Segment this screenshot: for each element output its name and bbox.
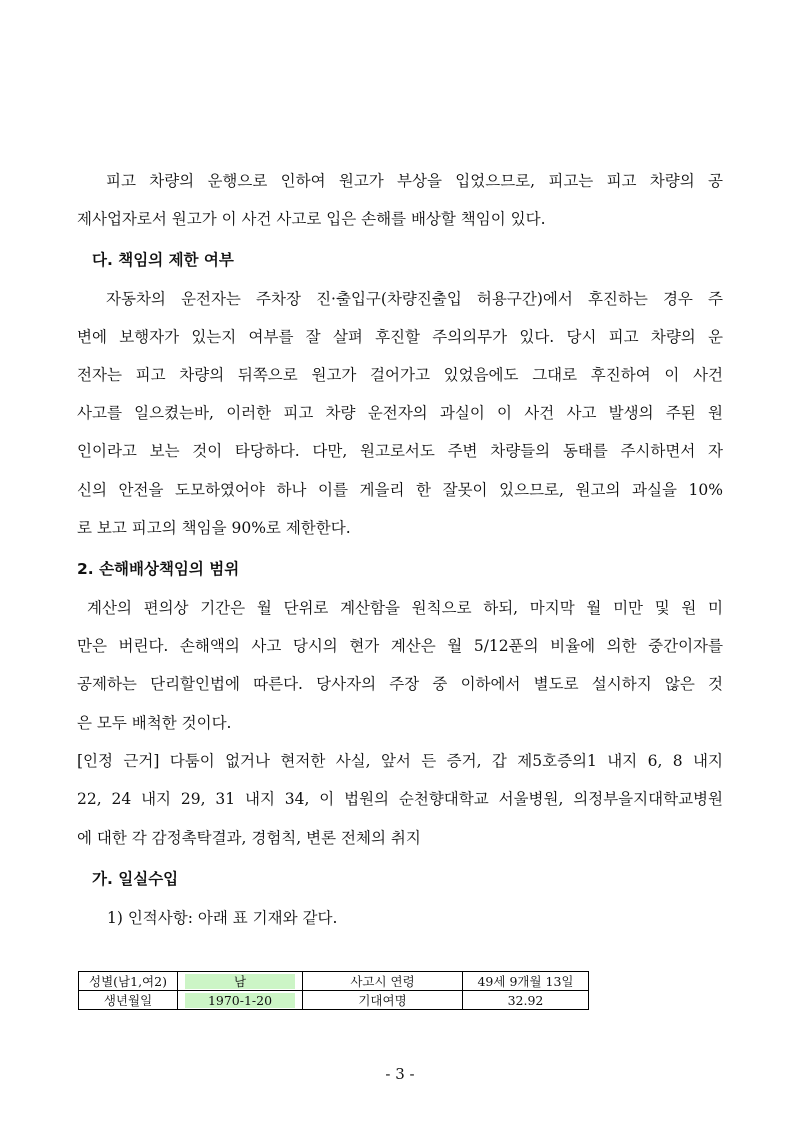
table-row	[79, 991, 589, 1010]
table-cell-label: 성별(남1,여2)	[79, 972, 178, 991]
evidence-line-1: [인정 근거] 다툼이 없거나 현저한 사실, 앞서 든 증거, 갑 제5호증의1 내지 6, 8 내지	[77, 752, 723, 770]
section-heading-da: 다. 책임의 제한 여부	[92, 251, 234, 269]
paragraph-3-line-3: 공제하는 단리할인법에 따른다. 당사자의 주장 중 이하에서 별도로 설시하지 않은 것	[77, 675, 723, 693]
paragraph-1-line-2: 제사업자로서 원고가 이 사건 사고로 입은 손해를 배상할 책임이 있다.	[77, 210, 546, 228]
paragraph-2-line-5: 인이라고 보는 것이 타당하다. 다만, 원고로서도 주변 차량들의 동태를 주시하면서 자	[77, 442, 723, 460]
paragraph-2-line-3: 전자는 피고 차량의 뒤쪽으로 원고가 걸어가고 있었음에도 그대로 후진하여 이 사건	[77, 366, 723, 384]
paragraph-3-line-1: 계산의 편의상 기간은 월 단위로 계산함을 원칙으로 하되, 마지막 월 미만 및 원 미	[87, 599, 723, 617]
table-cell-value	[178, 972, 303, 991]
birthdate-value-highlighted: 1970-1-20	[185, 993, 295, 1008]
table-cell-value: 49세 9개월 13일	[463, 972, 589, 991]
paragraph-1-line-1: 피고 차량의 운행으로 인하여 원고가 부상을 입었으므로, 피고는 피고 차량의 공	[106, 172, 723, 190]
evidence-line-2: 22, 24 내지 29, 31 내지 34, 이 법원의 순천향대학교 서울병원, 의정부을지대학교병원	[77, 790, 723, 808]
table-cell-label: 기대여명	[303, 991, 463, 1010]
table-cell-label: 사고시 연령	[303, 972, 463, 991]
paragraph-2-line-7: 로 보고 피고의 책임을 90%로 제한한다.	[77, 519, 351, 537]
table-row	[79, 972, 589, 991]
paragraph-2-line-6: 신의 안전을 도모하였어야 하나 이를 게을리 한 잘못이 있으므로, 원고의 과실을 10%	[77, 481, 723, 499]
table-cell-value	[178, 991, 303, 1010]
personal-info-table	[78, 971, 589, 1010]
personal-info-item: 1) 인적사항: 아래 표 기재와 같다.	[107, 909, 338, 927]
paragraph-3-line-4: 은 모두 배척한 것이다.	[77, 714, 232, 732]
table-cell-label: 생년월일	[79, 991, 178, 1010]
paragraph-2-line-2: 변에 보행자가 있는지 여부를 잘 살펴 후진할 주의의무가 있다. 당시 피고 차량의 운	[77, 328, 723, 346]
gender-value-highlighted: 남	[185, 974, 295, 989]
page-number: - 3 -	[385, 1065, 415, 1083]
paragraph-3-line-2: 만은 버린다. 손해액의 사고 당시의 현가 계산은 월 5/12푼의 비율에 의한 중간이자를	[77, 637, 723, 655]
section-heading-2: 2. 손해배상책임의 범위	[77, 560, 240, 578]
table-cell-value: 32.92	[463, 991, 589, 1010]
paragraph-2-line-1: 자동차의 운전자는 주차장 진·출입구(차량진출입 허용구간)에서 후진하는 경우 주	[106, 290, 723, 308]
paragraph-2-line-4: 사고를 일으켰는바, 이러한 피고 차량 운전자의 과실이 이 사건 사고 발생의 주된 원	[77, 404, 723, 422]
evidence-line-3: 에 대한 각 감정촉탁결과, 경험칙, 변론 전체의 취지	[77, 829, 421, 847]
section-heading-ga: 가. 일실수입	[92, 870, 179, 888]
